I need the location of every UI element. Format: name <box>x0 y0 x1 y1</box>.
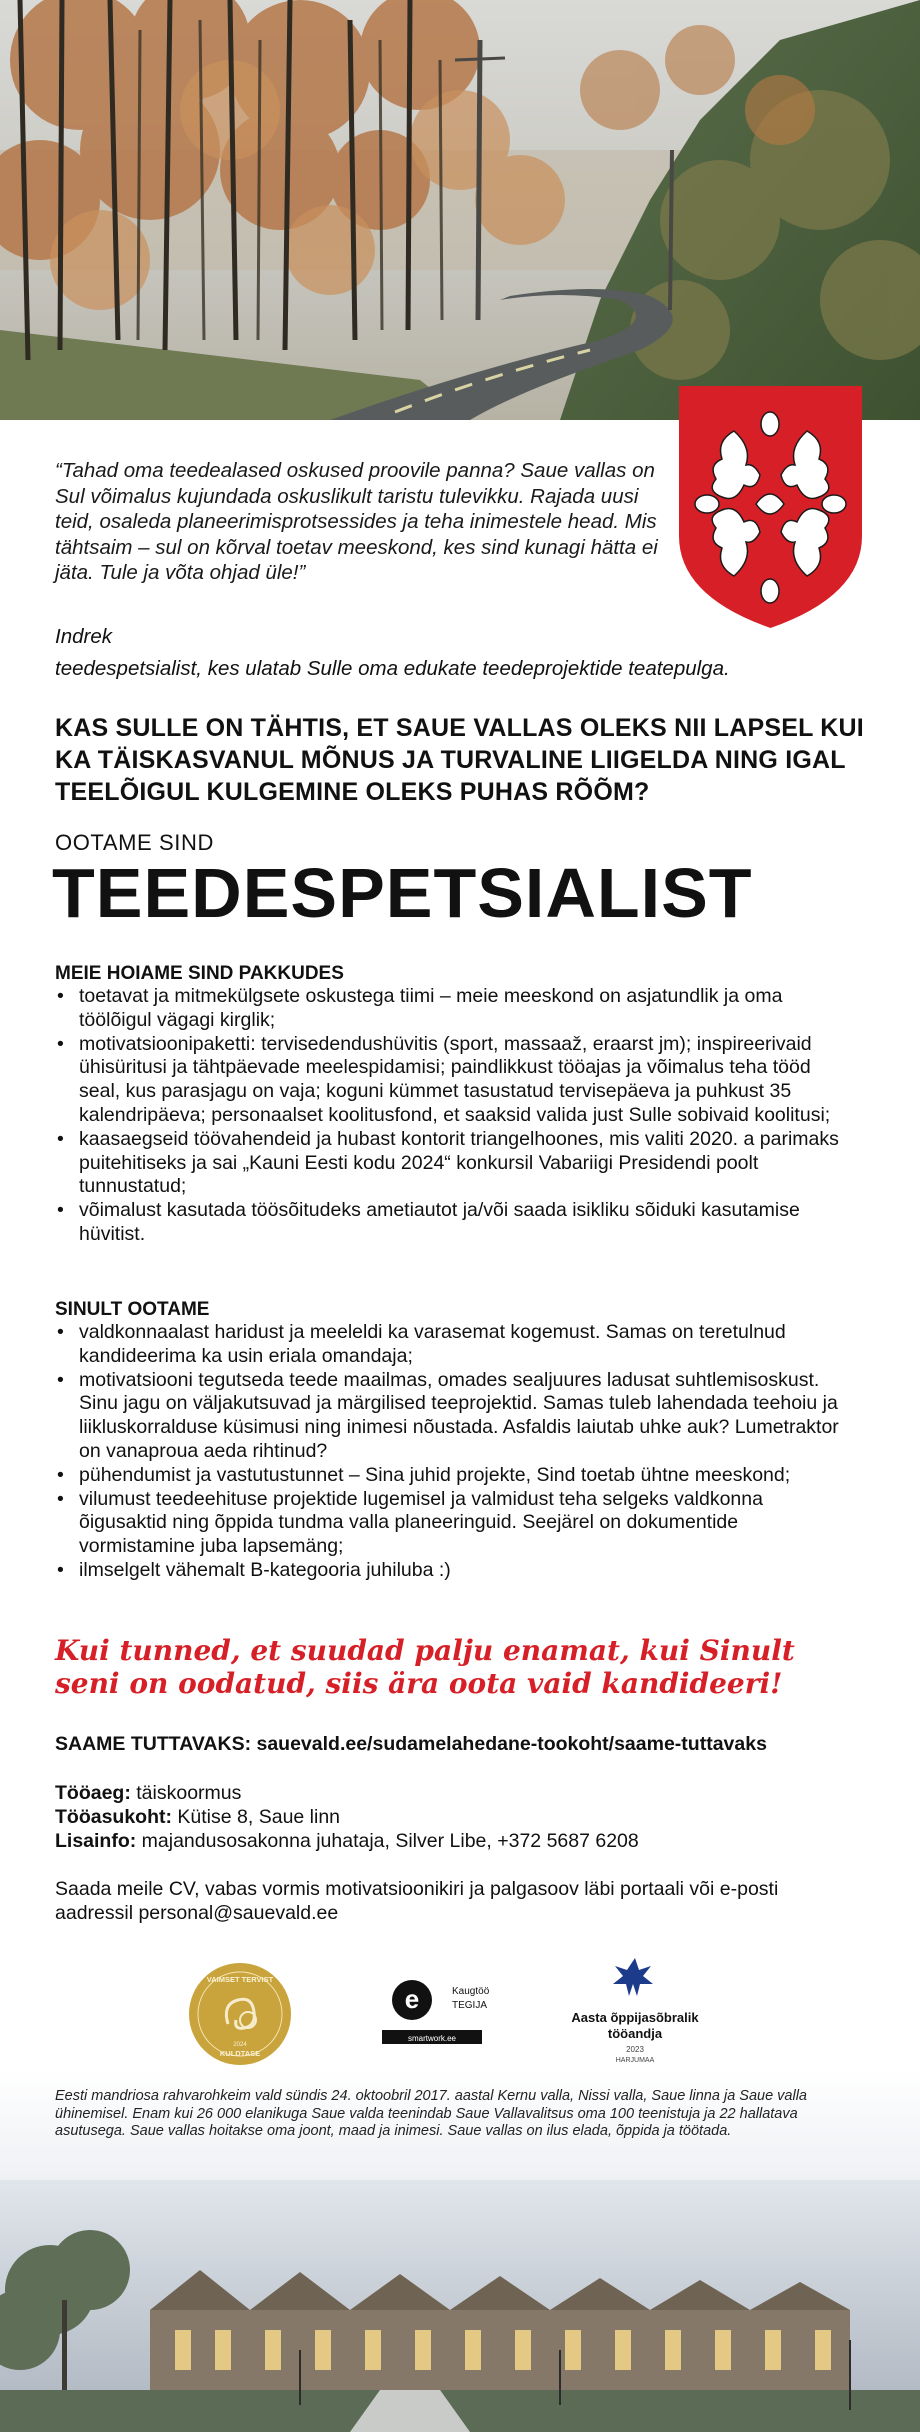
badge-top-text: VAIMSET TERVIST <box>206 1975 274 1984</box>
info-label: Tööaeg: <box>55 1782 131 1804</box>
list-item: • valdkonnaalast haridust ja meeleldi ka varasemat kogemust. Samas on teretulnud kandideerima ka usin eriala omandaja; <box>55 1321 845 1369</box>
info-row-time <box>55 1781 639 1805</box>
remote-work-badge <box>374 1970 489 2050</box>
quote-role: teedespetsialist, kes ulatab Sulle oma edukate teedeprojektide teatepulga. <box>55 657 730 680</box>
badge-aasta-line2: tööandja <box>607 2026 663 2041</box>
offer-list <box>55 985 845 1247</box>
offer-heading: MEIE HOIAME SIND PAKKUDES <box>55 963 344 984</box>
list-item: • ilmselgelt vähemalt B-kategooria juhiluba :) <box>55 1559 845 1583</box>
list-item: • motivatsiooni tegutseda teede maailmas, omades sealjuures ladusat suhtlemisoskust. Sinu jagu on väljakutsuvad ja märgilised teeprojektid. Samas tuleb lahendada teehoiu ja liikluskorralduse küsimusi ning inimesi nõustada. Asfaldis laiutab uhke auk? Lumetraktor on vanaproua aeda rihtinud? <box>55 1369 845 1464</box>
mental-health-gold-badge <box>188 1962 292 2066</box>
page-title: TEEDESPETSIALIST <box>52 854 753 932</box>
info-label: Tööasukoht: <box>55 1806 172 1828</box>
list-item: • pühendumist ja vastutustunnet – Sina juhid projekte, Sind toetab ühtne meeskond; <box>55 1464 845 1488</box>
learner-friendly-employer-badge <box>560 1954 710 2068</box>
list-item: • vilumust teedeehituse projektide lugemisel ja valmidust teha selgeks valdkonna õigusaktid ning õppida tundma valla planeeringuid. Seejärel on dokumentide vormistamine juba lapsemäng; <box>55 1488 845 1559</box>
list-item: • võimalust kasutada töösõitudeks ametiautot ja/või saada isikliku sõiduki kasutamise hüvitist. <box>55 1199 845 1247</box>
building-photo <box>0 2180 920 2432</box>
badge-e-line2: TEGIJA <box>452 2000 488 2011</box>
municipality-footnote: Eesti mandriosa rahvarohkeim vald sündis 24. oktoobril 2017. aastal Kernu valla, Nissi valla, Saue linna ja Saue valla ühinemisel. Enam kui 26 000 elanikuga Saue valda teenindab Saue Vallavalitsus oma 100 teenistuja ja 22 hallatava asutusega. Saue vallas hoitakse oma joont, maad ja inimesi. Saue vallas on ilus elada, õppida ja töötada. <box>55 2088 807 2139</box>
apply-instructions: Saada meile CV, vabas vormis motivatsioonikiri ja palgasoov läbi portaali või e-posti aadressil personal@sauevald.ee <box>55 1878 779 1924</box>
ootame-label: OOTAME SIND <box>55 830 214 855</box>
badge-e-site: smartwork.ee <box>407 2034 457 2043</box>
list-item: • kaasaegseid töövahendeid ja hubast kontorit triangelhoones, mis valiti 2020. a parimaks puitehitiseks ja sai „Kauni Eesti kodu 2024“ konkursil Vabariigi Presidendi poolt tunnustatud; <box>55 1128 845 1199</box>
info-value: Kütise 8, Saue linn <box>172 1806 341 1828</box>
job-info <box>55 1781 639 1853</box>
list-item: • motivatsioonipaketti: tervisedendushüvitis (sport, massaaž, eraarst jm); inspireerivaid ühisüritusi ja tähtpäevade meelespidamisi; paindlikkust tööajas ja võimalus teha tööd seal, kus parasjagu on vaja; koguni kümmet tasustatud tervisepäeva ja puhkust 35 kalendripäeva; personaalset koolitusfond, et saaksid valida just Sulle sobivaid koolitusi; <box>55 1033 845 1128</box>
intro-question: KAS SULLE ON TÄHTIS, ET SAUE VALLAS OLEKS NII LAPSEL KUI KA TÄISKASVANUL MÕNUS JA TURVALINE LIIGELDA NING IGAL TEELÕIGUL KULGEMINE OLEKS PUHAS RÕÕM? <box>55 714 864 806</box>
expect-list <box>55 1321 845 1583</box>
badge-aasta-year: 2023 <box>626 2045 644 2054</box>
list-item: • toetavat ja mitmekülgsete oskustega tiimi – meie meeskond on asjatundlik ja oma töölõigul vägagi kirglik; <box>55 985 845 1033</box>
svg-text:e: e <box>404 1984 420 2014</box>
info-label: Lisainfo: <box>55 1830 137 1852</box>
info-value: täiskoormus <box>130 1782 242 1804</box>
expect-heading: SINULT OOTAME <box>55 1299 210 1320</box>
quote-text: “Tahad oma teedealased oskused proovile panna? Saue vallas on Sul võimalus kujundada oskuslikult taristu tulevikku. Rajada uusi teid, osaleda planeerimisprotsessides ja teha inimestele head. Mis tähtsaim – sul on kõrval toetav meeskond, kes sind kunagi hätta ei jäta. Tule ja võta ohjad üle!” <box>55 459 658 584</box>
badge-aasta-region: HARJUMAA <box>615 2057 655 2064</box>
saue-coat-of-arms <box>679 386 862 628</box>
badge-bottom-text: KULDTASE <box>219 2049 261 2058</box>
badge-year-text: 2024 <box>233 2042 247 2048</box>
meet-us-link[interactable]: SAAME TUTTAVAKS: sauevald.ee/sudamelahedane-tookoht/saame-tuttavaks <box>55 1733 767 1755</box>
badge-aasta-line1: Aasta õppijasõbralik <box>571 2010 699 2025</box>
badge-e-line1: Kaugtöö <box>452 1986 489 1997</box>
hero-photo <box>0 0 920 420</box>
info-row-place <box>55 1805 639 1829</box>
info-value: majandusosakonna juhataja, Silver Libe, +372 5687 6208 <box>136 1830 639 1852</box>
quote-author: Indrek <box>55 625 112 648</box>
slogan: Kui tunned, et suudad palju enamat, kui Sinult seni on oodatud, siis ära oota vaid kandideeri! <box>55 1634 795 1700</box>
info-row-extra <box>55 1829 639 1853</box>
